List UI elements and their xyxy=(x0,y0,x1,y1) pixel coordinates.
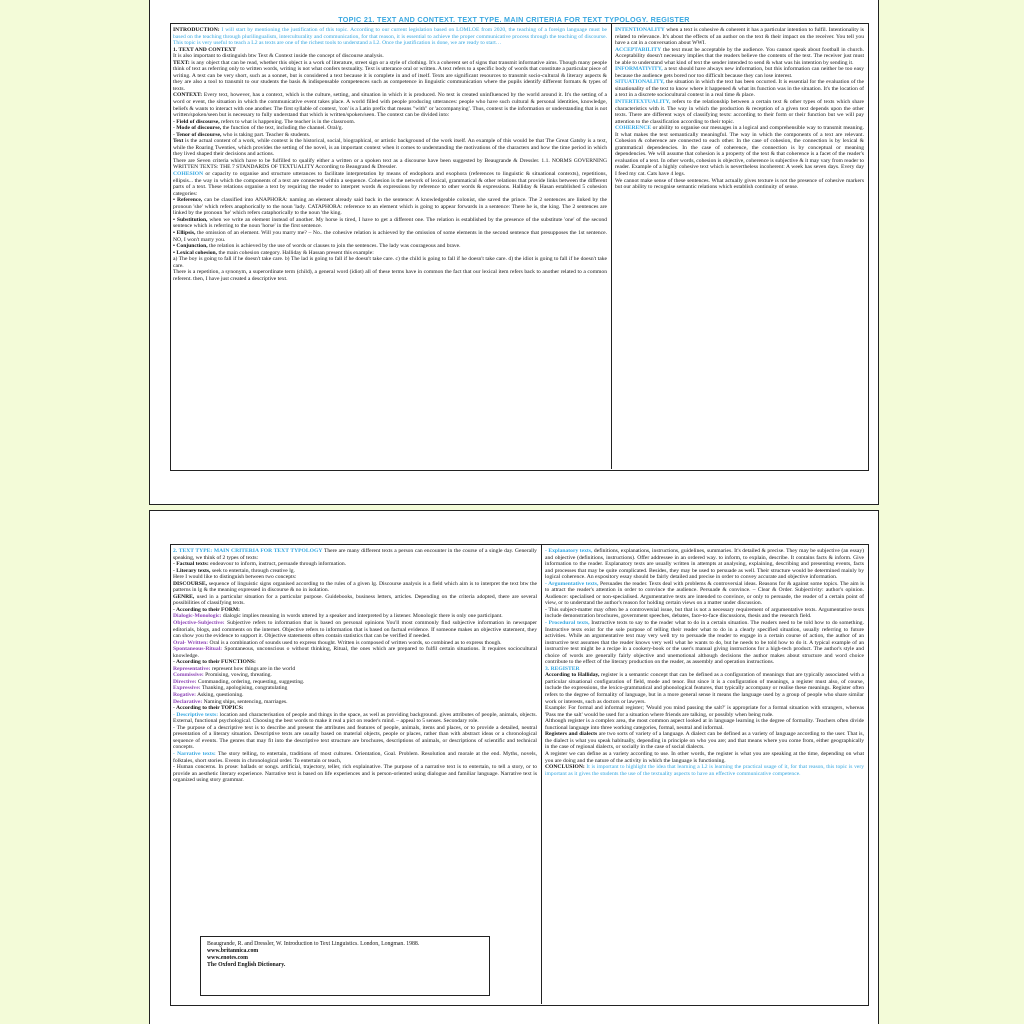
paragraph-heading: ACCEPTABILITY xyxy=(615,46,662,53)
paragraph xyxy=(545,672,864,705)
paragraph-text: is any object that can be read, whether this object is a work of literature, street sign or a style of clothing. It's a coherent set of signs that transmit informative aims. Though many people think of text as referring only to written words, writing is not what confers textuality. Text is utterance oral or written. A text refers to a specific body of words that constitute a particular piece of writing. A text can be very short, such as a sonnet, but is considered a text because it is complete in and of itself. Texts are significant resources to transmit socio-cultural & literary aspects & they are also a tool to transmit to our students the basis & indispensable competences such as competence in linguistic communication where the pupils identify different formats & types of texts. xyxy=(173,59,607,92)
paragraph-text: A register we can define as a variety according to use. In other words, the register is what you are speaking at the time, depending on what you are doing and the nature of the activity in which the language is functioning. xyxy=(545,750,864,764)
paragraph-heading: - Tenor of discourse, xyxy=(173,131,222,138)
paragraph-heading: INTENTIONALITY xyxy=(615,27,665,33)
paragraph-text: definitions, explanations, instructions, guidelines, summaries. It's detailed & precise. They may be subjective (an essay) and objective (definitions, instructions). Offer addressee in an ordered way. to inform, to explain, describe. It contains facts & inform. Give information to the reader. Explanatory texts are usually written in attempts at analysing, explaining, describing and presenting events, facts and processes that may be quite complicated. Besides, they may be used to persuade as well. Their structure would be determined mainly by logical coherence. An expository essay should be fairly detailed and precise in order to convey accurate and objective information. xyxy=(545,548,864,581)
paragraph-heading: Commissive: xyxy=(173,672,204,679)
paragraph-heading: Spontaneous-Ritual: xyxy=(173,646,223,653)
paragraph xyxy=(173,646,537,659)
paragraph-heading: Dialogic-Monologic: xyxy=(173,613,222,620)
paragraph-text: sequence of linguistic signs organised according to the rules of a given lg. Discourse analysis is a field which aim is to interpret the text btw the patterns in lg & the meaning expressed in discourse & no in isolation. xyxy=(173,580,537,594)
paragraph-text: refers to the relationship between a certain text & other types of texts which share characteristics with it. The way in which the production & reception of a given text depends upon the other texts. There are different ways of classifying texts: according to their form or their function but we will pay attention to the classification according to their topic. xyxy=(615,99,864,125)
paragraph-heading: - Field of discourse, xyxy=(173,118,220,125)
paragraph-text: when a text is cohesive & coherent it has a particular intention to fulfil. Intentionality is related to relevance. It's about the effects of an author on the text & their impact on the receiver. You tell you have a cat in a conversation about WWI. xyxy=(615,27,864,47)
column-divider xyxy=(541,544,542,1004)
paragraph-heading: CONCLUSION: xyxy=(545,764,585,771)
paragraph-heading: INTRODUCTION: xyxy=(173,27,220,33)
paragraph-heading: - Explanatory texts, xyxy=(545,548,593,554)
paragraph-heading: 3. REGISTER xyxy=(545,665,580,672)
paragraph-text: is the actual content of a work, while context is the historical, social, biographical, or artistic background of the work itself. An example of this would be that The Great Gatsby is a text, while the Roaring Twenties, which provides the setting of the novel, is an important context when it comes to understanding the motivations of the characters and how the time period in which they lived shaped their decisions and actions. xyxy=(173,138,607,158)
right-column xyxy=(615,27,864,467)
paragraph xyxy=(615,66,864,79)
paragraph-text: It is important to highlight the idea that learning a L2 is learning the practical usage of it, for that reason, this topic is very important as it gives the students the use of the textuality aspects to have an effective communicative competence. xyxy=(545,764,864,777)
paragraph-heading: Oral- Written: xyxy=(173,639,209,646)
paragraph-text: There are many different texts a person can encounter in the course of a single day. Generally speaking, we think of 2 types of texts: xyxy=(173,548,537,561)
reference-item: www.enotes.com xyxy=(207,955,248,961)
paragraph-text: the main cohesion category. Halliday & Hassan present this example: xyxy=(218,249,374,256)
paragraph-heading: Expressive: xyxy=(173,685,201,692)
paragraph-text: a text should have always new information, but this information can neither be too easy because the audience gets bored nor too difficult because they can lose interest. xyxy=(615,66,864,79)
paragraph xyxy=(173,594,537,607)
paragraph xyxy=(173,712,537,725)
paragraph xyxy=(615,178,864,191)
paragraph-text: Promising, vowing, threating. xyxy=(205,672,272,679)
paragraph-heading: - Factual texts: xyxy=(173,561,209,568)
paragraph xyxy=(173,92,607,118)
paragraph-text: location and characterisation of people and things in the space, as well as providing background. gives attributes of people, animals, objects. External, functional psychological. Choosing the best words to make it real a pict on reader's mind. – appeal to 5 senses. Secondary role. xyxy=(173,711,537,725)
paragraph-heading: Rogative: xyxy=(173,692,196,699)
paragraph-heading: - Narrative texts: xyxy=(173,750,216,757)
paragraph-text: endeavour to inform, instruct, persuade through information. xyxy=(210,561,347,568)
paragraph-heading: - Argumentative texts, xyxy=(545,580,599,587)
paragraph-heading: - According to their TOPICS: xyxy=(173,705,244,712)
paragraph xyxy=(545,620,864,666)
paragraph-text: a) The boy is going to fall if he doesn't take care. b) The lad is going to fall if he doesn't take care. c) the child is going to fall if he doesn't take care. d) the idiot is going to fall if he doesn't take care. xyxy=(173,256,607,269)
paragraph-heading: - According to their FUNCTIONS: xyxy=(173,659,256,666)
document-page-2 xyxy=(150,511,878,1024)
paragraph-text: the function of the text, including the channel. Oral/g. xyxy=(222,125,343,132)
paragraph-heading: CONTEXT: xyxy=(173,92,203,99)
paragraph-text: are two sorts of variety of a language. A dialect can be defined as a variety of language according to the user. That is, the dialect is what you speak habitually, depending in principle on who you are; and that means where you come from, either geographically in the case of regional dialects, or socially in the case of social dialects. xyxy=(545,731,864,751)
paragraph-text: who is taking part. Teacher & students. xyxy=(222,131,311,138)
paragraph-heading: • Conjunction, xyxy=(173,243,208,250)
paragraph-text: It is also important to distinguish btw Text & Context inside the concept of discourse analysis. xyxy=(173,53,384,60)
paragraph-text: Example: For formal and informal register; 'Would you mind passing the salt?' is appropriate for a formal situation with strangers, whereas 'Pass me the salt' would be used for a situation where friends are talking, or possibly when being rude. xyxy=(545,705,864,718)
paragraph xyxy=(173,581,537,594)
paragraph-heading: • Lexical cohesion, xyxy=(173,249,218,256)
paragraph-heading: 2. TEXT TYPE: MAIN CRITERIA FOR TEXT TYPOLOGY xyxy=(173,548,323,554)
paragraph-text: represent how things are in the world xyxy=(211,665,296,672)
paragraph-text: Persuades the reader. Texts deal with problems & controversial ideas. Reasons for & against some topics. The aim is to attract the reader's attention in order to convince the audience. Persuade & convince. – Clear & Order. Subjectivity: author's opinion. Audience: specialised or non-specialised. Argumentative texts are intended to convince, or only to persuade, the reader of a certain point of view, or to understand the author's reason for holding certain views on a matter under discussion. xyxy=(545,580,864,607)
paragraph-text: Every text, however, has a context, which is the culture, setting, and situation in which it is produced. No text is created uninfluenced by the world around it. It's the setting of a word or event, the situation in which the communicative event takes place. A world filled with people producing utterances: people who have such cultural & personal identities, knowledge, beliefs & wants to interact with one another. The first syllable of context, 'con' is a Latin prefix that means "with" or 'accompanying'. Thus, context is the information or understanding that is not written/spoken/seen but is necessary to fully understand that which is written/spoken/seen. The context can be divided into: xyxy=(173,92,607,119)
paragraph-heading: Objective-Subjective: xyxy=(173,620,225,627)
paragraph-text: can be classified into ANAPHORA: naming an element already said back in the sentence: A knowledgeable colonist, she saved the prince. The 2 sentences are linked by the pronoun 'she' which refers anaphorically to the noun 'lady. CATAPHORA: reference to an element which is going to appear forwards in a sentence: There he is, the king. The 2 sentences are linked by the pronoun 'he' which refers cataphorically to the noun 'the king. xyxy=(173,197,607,217)
paragraph-heading: - Descriptive texts: xyxy=(173,711,219,718)
paragraph-heading: - According to their FORM: xyxy=(173,606,241,613)
paragraph xyxy=(615,99,864,125)
paragraph xyxy=(545,548,864,581)
left-column xyxy=(173,27,607,467)
paragraph-text: Thanking, apologising, congratulating xyxy=(201,685,288,692)
paragraph-text: Asking, questioning. xyxy=(197,692,244,699)
paragraph-text: Naming ships, sentencing, marriages. xyxy=(203,698,288,705)
paragraph-text: dialogic implies meaning in words uttered by a speaker and interpreted by a listener. Monologic there is only one participant. xyxy=(222,613,503,620)
paragraph-heading: COHERENCE xyxy=(615,125,652,132)
paragraph xyxy=(615,27,864,47)
paragraph xyxy=(173,217,607,230)
paragraph xyxy=(545,581,864,607)
paragraph-heading: Text xyxy=(173,138,184,145)
paragraph xyxy=(173,620,537,640)
paragraph-text: Commanding, ordering, requesting, suggesting. xyxy=(197,678,305,685)
paragraph-heading: TEXT: xyxy=(173,59,190,66)
paragraph-text: refers to what is happening. The teacher is in the classroom. xyxy=(221,118,356,125)
paragraph-heading: DISCOURSE, xyxy=(173,580,208,587)
paragraph-heading: According to Halliday, xyxy=(545,672,600,679)
paragraph xyxy=(615,125,864,177)
paragraph-heading: GENRE, xyxy=(173,593,195,600)
paragraph-text: or capacity to organise and structure utterances to facilitate interpretation by means of endophora and exophora (references to linguistic & situational contexts), repetitions, ellipsis... the way in which the components of a text are connected within a sequence. Cohesion is the network of lexical, grammatical & other relations that provide links between the different parts of a text. These relations organise a text by requiring the reader to interpret words & expressions by reference to other words & expressions. Halliday & Hasan established 5 cohesion categories: xyxy=(173,171,607,197)
paragraph xyxy=(615,47,864,67)
paragraph-text: or ability to organise our messages in a logical and comprehensible way to transmit meaning. It what makes the text semantically meaningful. The way in which the components of a text are relevant. Cohesion & coherence are connected to each other. In the case of cohesion, the connection is by lexical & grammatical dependencies. In the case of coherence, the connection is by conceptual or meaning dependencies. We will assume that cohesion is a property of the text & that coherence is a facet of the reader's evaluation of a text. In other words, cohesion is objective, coherence is subjective & it may vary from reader to reader. Example of a highly cohesive text which is nevertheless incoherent: A week has seven days. Every day I feed my cat. Cats have 4 legs. xyxy=(615,125,864,178)
paragraph xyxy=(173,256,607,269)
paragraph-text: Here I would like to distinguish between two concepts: xyxy=(173,574,297,581)
paragraph xyxy=(173,197,607,217)
paragraph-text: We cannot make sense of these sentences. What actually gives texture is not the presence of cohesive markers but our ability to recognise semantic relations which establish continuity of sense. xyxy=(615,177,864,191)
paragraph-text: Oral is a combination of sounds used to express thought. Written is composed of written words, so combined as to express though. xyxy=(209,639,502,646)
paragraph-heading: 1. TEXT AND CONTEXT xyxy=(173,46,236,53)
paragraph-text: - This subject-matter may often be a controversial issue, but that is not a necessary requirement of argumentative texts. Argumentative texts include demonstration brochures, government speeches, debates, face-to-face discussions, thesis and the research field. xyxy=(545,606,864,620)
paragraph-text: I will start by mentioning the justification of this topic. According to our current legislation based on LOMLOE from 2020, the teaching of a foreign language must be based on the teaching through plurilingualism, interculturality and communication, for that reason, it is essential to achieve the proper communicative process through the teaching of discourse. This topic is very useful to teach a L2 as texts are one of the richest tools to understand a L2. Once the justification is done, we are ready to start… xyxy=(173,27,607,47)
paragraph xyxy=(173,158,607,171)
paragraph-text: the text must be acceptable by the audience. You cannot speak about football in church. Acceptability doesn't necessary implies that the readers believe the contents of the text. The receiver just must be able to understand what kind of text the sender intended to send & what was his intention by sending it. xyxy=(615,46,864,66)
paragraph-text: the relation is achieved by the use of words or clauses to join the sentences. The lady was courageous and brave. xyxy=(209,243,461,250)
reference-item: www.britannica.com xyxy=(207,948,259,954)
paragraph xyxy=(173,230,607,243)
paragraph xyxy=(173,751,537,764)
reference-item: Beaugrande, R. and Dressler, W. Introduction to Text Linguistics. London, Longman. 1988. xyxy=(207,941,420,947)
page-title: TOPIC 21. TEXT AND CONTEXT. TEXT TYPE. MAIN CRITERIA FOR TEXT TYPOLOGY. REGISTER xyxy=(338,15,690,24)
paragraph-text: The story telling, to entertain, traditions of most cultures. Orientation, Goal. Problem. Resolution and morale at the end. Myths, novels, folktales, short stories. Events in chronological order. To entertain or teach, xyxy=(173,750,537,764)
reference-item: The Oxford English Dictionary. xyxy=(207,962,286,968)
paragraph-text: the omission of an element. Will you marry me? – No.. the cohesive relation is achieved by the omission of some elements in the second sentence that presupposes the 1st sentence. NO, I won't marry you. xyxy=(173,229,607,243)
paragraph-text: used in a particular situation for a particular purpose. Guidebooks, business letters, articles. Depending on the criteria adopted, there are several possibilities of classifying texts. xyxy=(173,593,537,607)
paragraph xyxy=(545,731,864,751)
paragraph-heading: Declarative: xyxy=(173,698,203,705)
paragraph-text: Instructive texts to say to the reader what to do in a certain situation. The readers need to be told how to do something. Instructive texts exist for the sole purpose of telling their reader what to do in a clearly specified situation, usually referring to future activities. While an argumentative text may very well try to persuade the reader to engage in a certain course of action, the author of an instructive text assumes that the reader knows very well what he wants to do, but he needs to be told how to do it. A typical example of an instructive text might be a recipe in a cookery-book or the user's manual giving instructions for a high-tech product. The author's style and choice of words are generally fairly objective and unemotional although decisions the author makes about structure and word choice contribute to the effect of the literary production on the reader, as assembly and operation instructions. xyxy=(545,620,864,666)
paragraph-heading: • Substitution, xyxy=(173,216,208,223)
paragraph xyxy=(173,138,607,158)
paragraph-heading: Registers and dialects xyxy=(545,731,598,738)
paragraph-heading: - Procedural texts, xyxy=(545,620,590,627)
paragraph-text: the situation in which the text has been occurred. It is essential for the evaluation of the situationality of the text to know where it happened & what its function was in the situation. It's the location of a text in a discrete sociocultural context in a real time & place. xyxy=(615,79,864,99)
paragraph xyxy=(173,725,537,751)
paragraph-heading: • Reference, xyxy=(173,197,203,204)
paragraph-text: register is a semantic concept that can be defined as a configuration of meanings that are typically associated with a particular situational configuration of field, mode and tenor. But since it is a configuration of meanings, a register must also, of course, include the expressions, the lexico-grammatical and phonological features, that typically accompany or realise these meanings. Register often refers to the degree of formality of language, but in a more general sense it means the language used by a group of people who share similar work or interests, such as doctors or lawyers. xyxy=(545,672,864,705)
paragraph xyxy=(173,764,537,784)
paragraph-text: Although register is a complex area, the most common aspect looked at in language learning is the degree of formality. Teachers often divide functional language into three working categories, formal, neutral and informal. xyxy=(545,718,864,731)
paragraph xyxy=(173,548,537,561)
paragraph xyxy=(545,764,864,777)
paragraph-text: There is a repetition, a synonym, a superordinate term (child), a general word (idiot) all of these terms have in common the fact that our lexical item refers back to another related to a common referent. then, I have just created a descriptive text. xyxy=(173,269,607,282)
paragraph-heading: COHESION xyxy=(173,171,204,178)
right-column xyxy=(545,548,864,1000)
paragraph-heading: - Literary texts, xyxy=(173,567,211,574)
paragraph xyxy=(545,705,864,718)
paragraph xyxy=(173,60,607,93)
paragraph xyxy=(615,79,864,99)
paragraph-text: - The purpose of a descriptive text is to describe and present the attributes and features of people, animals, items and places, or to provide a detailed, neutral presentation of a literary situation. Descriptive texts are usually based on material objects, people or places, rather than with abstract ideas or a chronological sequence of events. The genres that may fit into the descriptive text structure are brochures, descriptions of animals, or descriptions of scientific and technical concepts. xyxy=(173,724,537,751)
left-column xyxy=(173,548,537,928)
paragraph xyxy=(545,751,864,764)
paragraph-text: There are Seven criteria which have to be fulfilled to qualify either a written or a spoken text as a discourse have been suggested by Beaugrande & Dressler. 1.1. NORMS GOVERNING WRITTEN TEXTS: THE 7 STANDARDS OF TEXTUALITY According to Beaugrand & Dressler. xyxy=(173,157,607,171)
paragraph xyxy=(545,607,864,620)
document-page-1 xyxy=(150,0,878,504)
paragraph xyxy=(173,171,607,197)
paragraph-heading: • Ellipsis, xyxy=(173,229,196,236)
paragraph-text: seek to entertain, through creative lg. xyxy=(211,567,295,574)
paragraph xyxy=(173,269,607,282)
paragraph-text: - Human concerns. In prose: ballads or songs. artificial, trajectory, teller, rich explainative. The purpose of a narrative text is to entertain, to tell a story, or to provide an aesthetic literary experience. Narrative text is based on life experiences and is person-oriented using dialogue and familiar language. Narrative text is organized using story grammar. xyxy=(173,764,537,784)
paragraph-text: Spontaneous, unconscious o without thinking, Ritual, the ones which are prepared to fulfil certain situations. It requires sociocultural knowledge. xyxy=(173,646,537,659)
paragraph-heading: INTERTEXTUALITY, xyxy=(615,99,671,106)
paragraph-heading: SITUATIONALITY, xyxy=(615,79,665,86)
paragraph-heading: Directive: xyxy=(173,678,197,685)
paragraph-heading: INFORMATIVITY, xyxy=(615,66,663,73)
column-divider xyxy=(611,23,612,469)
paragraph-text: Subjective refers to information that is based on personal opinions You'll most commonly find subjective information in newspaper editorials, blogs, and comments on the internet. Objective refers to information that is based on factual evidence. If someone makes an objective statement, they can show you the evidence to support it. Objective statements often contain statistics that can be verified if needed. xyxy=(173,620,537,640)
paragraph-heading: - Mode of discourse, xyxy=(173,125,222,132)
paragraph xyxy=(173,27,607,47)
paragraph-heading: Representative: xyxy=(173,665,211,672)
paragraph xyxy=(545,718,864,731)
paragraph-text: when we write an element instead of another. My horse is tired, I have to get a different one. The relation is established by the presence of the substitute 'one' of the second sentence which is referring to the noun 'horse' in the first sentence. xyxy=(173,216,607,230)
references-box xyxy=(200,936,490,996)
